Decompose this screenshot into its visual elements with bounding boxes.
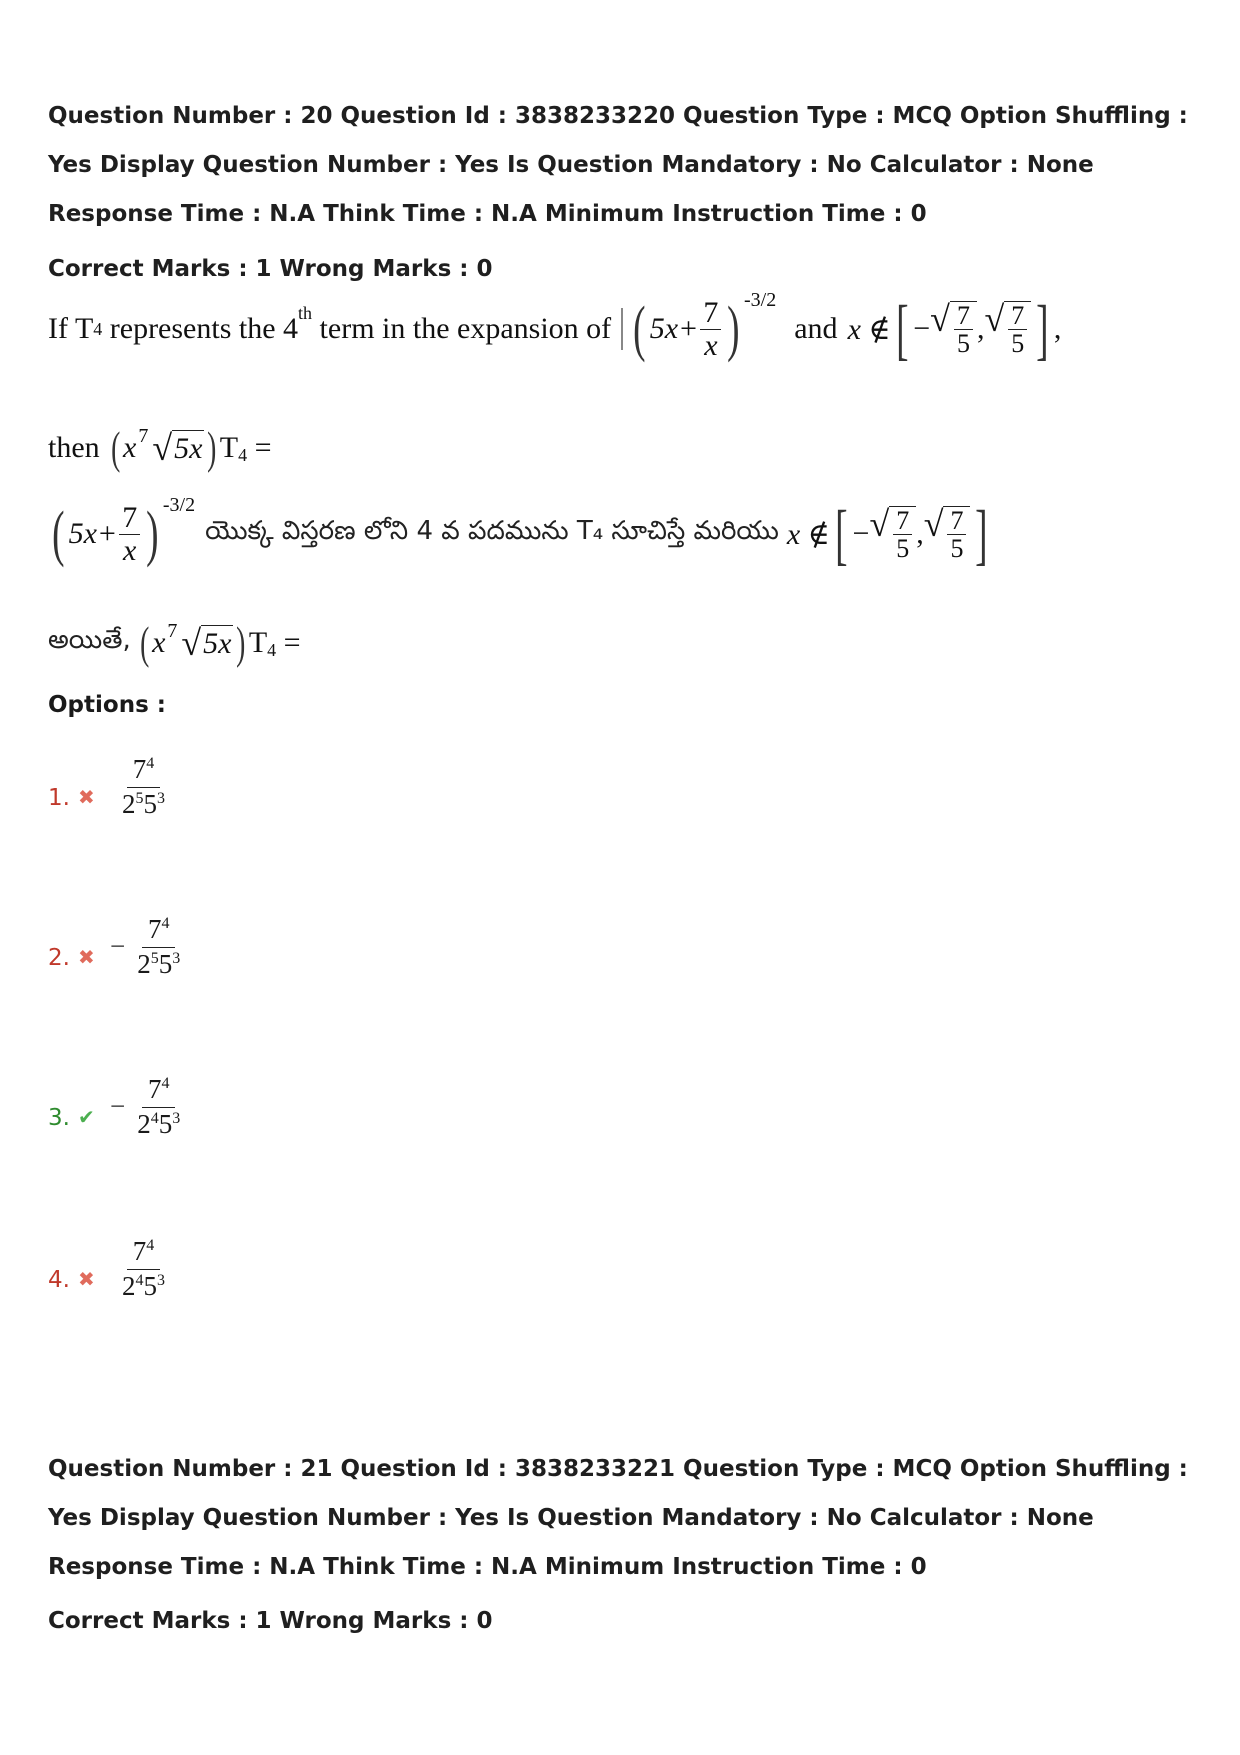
t-subscript: 4 bbox=[93, 318, 103, 339]
fraction-numerator: 7 bbox=[700, 297, 721, 330]
text-represents: represents the 4 bbox=[102, 312, 299, 345]
base-expression: 5x+ bbox=[68, 517, 118, 550]
th-superscript: th bbox=[298, 303, 313, 323]
option-denominator: $2^45^3$ bbox=[122, 1271, 165, 1302]
radicand: 5x bbox=[203, 626, 232, 660]
t-subscript: 4 bbox=[267, 639, 277, 660]
power-exponent: -3/2 bbox=[744, 289, 777, 311]
radical-numerator: 7 bbox=[1008, 302, 1027, 330]
options-label: Options : bbox=[48, 692, 166, 718]
radical-numerator: 7 bbox=[893, 507, 912, 535]
fraction-denominator: x bbox=[704, 328, 718, 362]
option-numerator: $7^4$ bbox=[127, 755, 161, 788]
radical-denominator: 5 bbox=[956, 329, 970, 358]
question-21-meta: Question Number : 21 Question Id : 3838233221 Question Type : MCQ Option Shuffling : Yes Display Question Number : Yes Is Question Mandatory : No Calculator : None Response Time : N.A Think Time : N.A Minimum Instruction Time : 0 bbox=[48, 1456, 1188, 1580]
text-then: then bbox=[48, 431, 100, 464]
seven-over-x-fraction bbox=[119, 502, 140, 566]
equals-sign: = bbox=[276, 626, 301, 659]
check-icon: ✔ bbox=[78, 1104, 95, 1129]
option-sign: − bbox=[110, 931, 126, 962]
radical-numerator: 7 bbox=[947, 507, 966, 535]
comma: , bbox=[976, 312, 985, 345]
comma: , bbox=[916, 517, 924, 550]
radical-denominator: 5 bbox=[896, 534, 910, 563]
text-term-expansion: term in the expansion of bbox=[312, 312, 612, 345]
fraction-numerator: 7 bbox=[119, 502, 140, 535]
cross-icon: ✖ bbox=[78, 944, 95, 969]
trailing-comma: , bbox=[1053, 312, 1062, 345]
telugu-then-text: అయితే, bbox=[48, 625, 131, 655]
cross-icon: ✖ bbox=[78, 1266, 95, 1291]
seven-over-x-fraction bbox=[700, 297, 721, 361]
question-20-english-line-1 bbox=[48, 289, 1062, 367]
question-20-english-line-2 bbox=[48, 422, 272, 473]
negative-sign: − bbox=[852, 517, 870, 550]
fraction-denominator: x bbox=[123, 533, 137, 567]
radical-numerator: 7 bbox=[954, 302, 973, 330]
option-denominator: $2^55^3$ bbox=[137, 949, 181, 980]
equals-sign: = bbox=[247, 431, 272, 464]
option-numerator: $7^4$ bbox=[142, 915, 176, 948]
left-paren: ( bbox=[633, 295, 646, 363]
question-20-marks: Correct Marks : 1 Wrong Marks : 0 bbox=[48, 256, 493, 282]
base-expression: 5x+ bbox=[649, 312, 699, 345]
sqrt-seven-fifths-1: √ $\frac{7}{5}$ bbox=[930, 301, 977, 358]
power-exponent: -3/2 bbox=[162, 494, 196, 516]
variable-x: x bbox=[152, 626, 166, 659]
option-fraction bbox=[110, 1237, 173, 1301]
question-20-telugu-line-2 bbox=[48, 617, 301, 668]
option-number: 3. bbox=[48, 1104, 70, 1131]
text-if-t: If T bbox=[48, 312, 94, 345]
option-2[interactable] bbox=[48, 914, 188, 980]
sqrt-5x: √ 5x bbox=[181, 623, 232, 663]
option-fraction bbox=[110, 915, 188, 979]
right-paren: ) bbox=[236, 617, 246, 668]
option-number: 2. bbox=[48, 944, 70, 971]
negative-sign: − bbox=[913, 312, 931, 345]
left-paren: ( bbox=[139, 617, 149, 668]
option-4[interactable] bbox=[48, 1236, 173, 1302]
option-3[interactable] bbox=[48, 1074, 188, 1140]
radical-denominator: 5 bbox=[1011, 329, 1025, 358]
option-denominator: $2^45^3$ bbox=[137, 1109, 181, 1140]
radicand: 5x bbox=[174, 431, 203, 465]
right-paren: ) bbox=[207, 422, 217, 473]
left-bracket: [ bbox=[834, 496, 848, 572]
left-paren: ( bbox=[52, 500, 65, 568]
left-bar-divider bbox=[621, 308, 623, 350]
text-and: and bbox=[794, 312, 838, 345]
option-denominator: $2^55^3$ bbox=[122, 789, 165, 820]
t-symbol: T bbox=[219, 431, 239, 464]
x-not-in: x ∉ bbox=[847, 312, 891, 346]
x-exponent: 7 bbox=[138, 425, 149, 447]
left-bracket: [ bbox=[895, 291, 909, 367]
cross-icon: ✖ bbox=[78, 784, 95, 809]
question-20-meta: Question Number : 20 Question Id : 3838233220 Question Type : MCQ Option Shuffling : Yes Display Question Number : Yes Is Question Mandatory : No Calculator : None Response Time : N.A Think Time : N.A Minimum Instruction Time : 0 bbox=[48, 103, 1188, 227]
option-number: 1. bbox=[48, 784, 70, 811]
telugu-question-text: యొక్క విస్తరణ లోని 4 వ పదమును T₄ సూచిస్తే మరియు bbox=[205, 516, 779, 546]
option-numerator: $7^4$ bbox=[127, 1237, 161, 1270]
option-sign: − bbox=[110, 1091, 126, 1122]
x-not-in: x ∉ bbox=[786, 517, 830, 551]
right-paren: ) bbox=[146, 500, 159, 568]
option-1[interactable] bbox=[48, 754, 173, 820]
option-number: 4. bbox=[48, 1266, 70, 1293]
option-numerator: $7^4$ bbox=[142, 1075, 176, 1108]
right-bracket: ] bbox=[975, 496, 989, 572]
sqrt-seven-fifths-2: √ $\frac{7}{5}$ bbox=[984, 301, 1031, 358]
x-exponent: 7 bbox=[167, 620, 178, 642]
question-21-marks: Correct Marks : 1 Wrong Marks : 0 bbox=[48, 1608, 493, 1634]
sqrt-5x: √ 5x bbox=[152, 428, 203, 468]
sqrt-seven-fifths-1: √ $\frac{7}{5}$ bbox=[869, 506, 916, 563]
left-paren: ( bbox=[110, 422, 120, 473]
variable-x: x bbox=[122, 431, 137, 464]
t-subscript: 4 bbox=[238, 444, 248, 465]
radical-denominator: 5 bbox=[950, 534, 964, 563]
option-fraction bbox=[110, 755, 173, 819]
t-symbol: T bbox=[248, 626, 268, 659]
sqrt-seven-fifths-2: √ $\frac{7}{5}$ bbox=[924, 506, 971, 563]
question-20-telugu-line-1 bbox=[48, 494, 993, 572]
right-paren: ) bbox=[727, 295, 740, 363]
right-bracket: ] bbox=[1036, 291, 1049, 367]
option-fraction bbox=[110, 1075, 188, 1139]
